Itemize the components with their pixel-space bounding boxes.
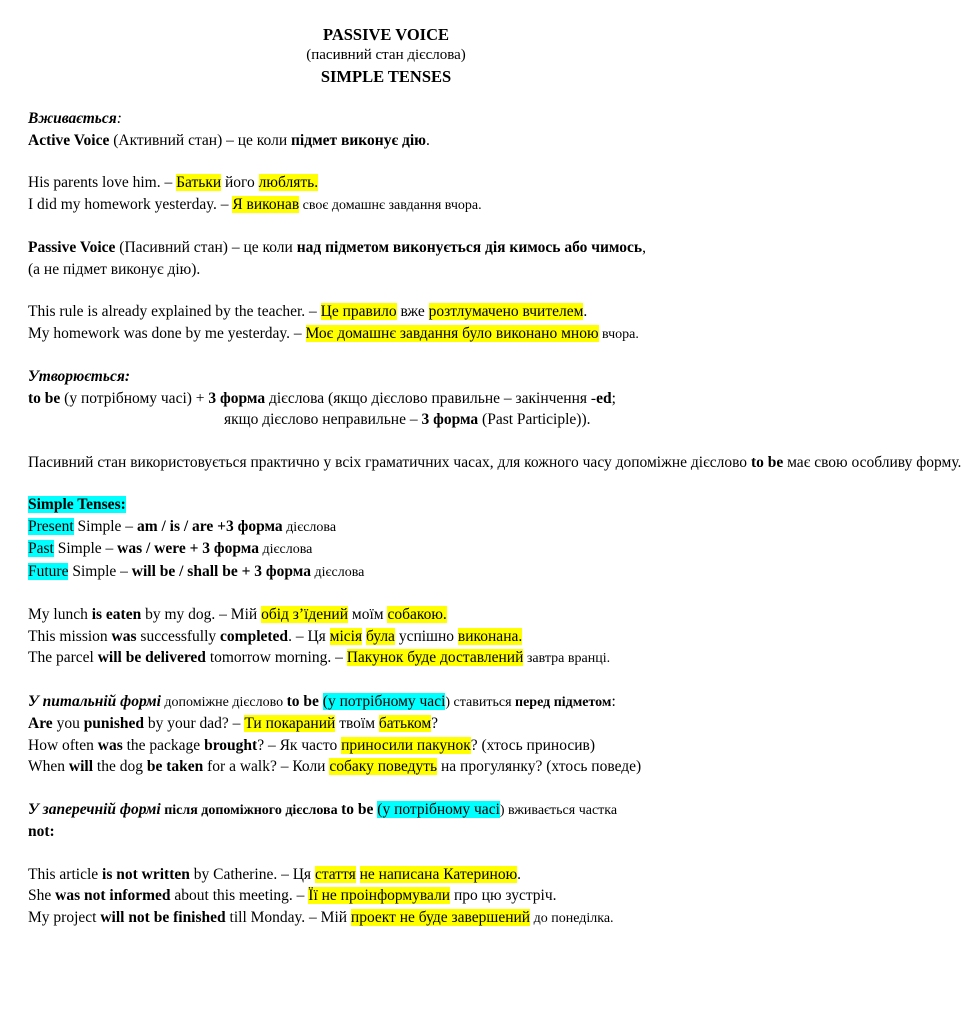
passive-example-1: This rule is already explained by the teacher. – Це правило вже розтлумачено вчителем. [28, 303, 588, 320]
negative-rule: У заперечній формі після допоміжного дієслова to be (у потрібному часі) вживається частка [28, 800, 618, 818]
question-example-3: When will the dog be taken for a walk? – Коли собаку поведуть на прогулянку? (хтось поведе) [28, 758, 642, 775]
simple-tenses-heading: Simple Tenses: [28, 496, 126, 513]
usage-heading: Вживається: [28, 110, 122, 127]
negative-example-1: This article is not written by Catherine. – Ця стаття не написана Катериною. [28, 865, 522, 883]
negative-example-2: She was not informed about this meeting. – Її не проінформували про цю зустріч. [28, 887, 557, 904]
question-example-2: How often was the package brought? – Як часто приносили пакунок? (хтось приносив) [28, 736, 595, 754]
passive-voice-definition-cont: (а не підмет виконує дію). [28, 260, 201, 278]
active-example-1: His parents love him. – Батьки його люблять. [28, 174, 319, 191]
example-sentence-1: My lunch is eaten by my dog. – Мій обід з’їдений моїм собакою. [28, 606, 447, 623]
document-page [28, 24, 961, 929]
question-example-1: Are you punished by your dad? – Ти покараний твоїм батьком? [28, 715, 439, 732]
formation-rule-2: якщо дієслово неправильне – 3 форма (Past Participle)). [224, 411, 591, 428]
page-subtitle: (пасивний стан дієслова) [306, 47, 466, 63]
interrogative-rule: У питальній формі допоміжне дієслово to be (у потрібному часі) ставиться перед підметом: [28, 692, 616, 710]
passive-example-2: My homework was done by me yesterday. – Моє домашнє завдання було виконано мною вчора. [28, 324, 639, 342]
negative-example-3: My project will not be finished till Monday. – Мій проект не буде завершений до понеділка. [28, 908, 614, 926]
past-simple-rule: Past Simple – was / were + 3 форма дієслова [28, 540, 313, 557]
active-voice-definition: Active Voice (Активний стан) – це коли підмет виконує дію. [28, 131, 430, 149]
active-example-2: I did my homework yesterday. – Я виконав своє домашнє завдання вчора. [28, 195, 482, 213]
formation-heading: Утворюється: [28, 368, 130, 385]
passive-voice-definition: Passive Voice (Пасивний стан) – це коли над підметом виконується дія кимось або чимось, [28, 239, 646, 256]
section-title: SIMPLE TENSES [320, 67, 452, 86]
present-simple-rule: Present Simple – am / is / are +3 форма дієслова [28, 517, 337, 535]
explanation-paragraph: Пасивний стан використовується практично у всіх граматичних часах, для кожного часу допоміжне дієслово to be має свою особливу форму. [28, 453, 961, 471]
example-sentence-3: The parcel will be delivered tomorrow morning. – Пакунок буде доставлений завтра вранці. [28, 649, 611, 666]
future-simple-rule: Future Simple – will be / shall be + 3 форма дієслова [28, 562, 365, 580]
page-title: PASSIVE VOICE [322, 25, 450, 44]
negative-rule-cont: not: [28, 823, 55, 840]
formation-rule-1: to be (у потрібному часі) + 3 форма дієслова (якщо дієслово правильне – закінчення -ed; [28, 389, 616, 407]
example-sentence-2: This mission was successfully completed. – Ця місія була успішно виконана. [28, 627, 523, 645]
